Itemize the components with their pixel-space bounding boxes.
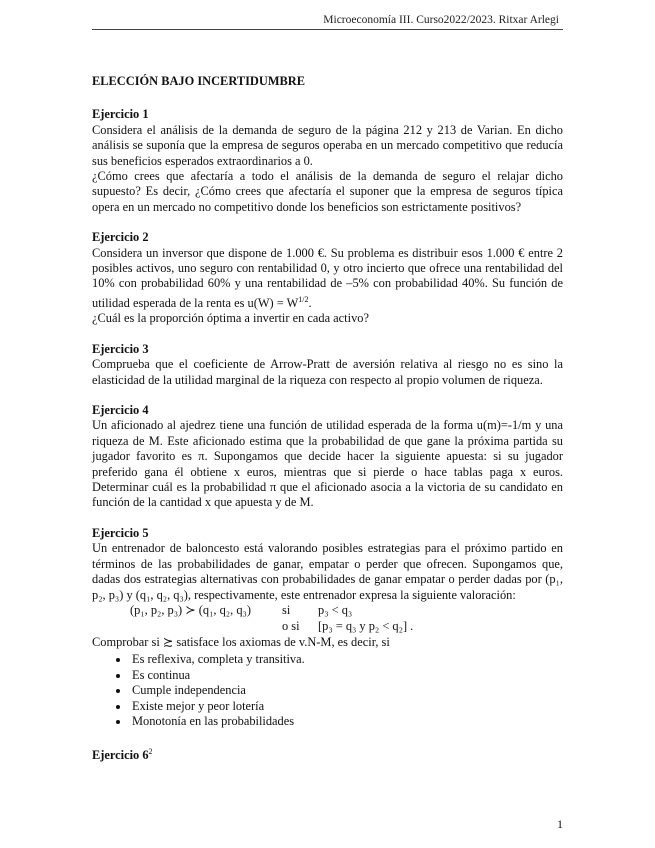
page-title: ELECCIÓN BAJO INCERTIDUMBRE bbox=[92, 74, 305, 88]
si-label: si bbox=[282, 602, 291, 617]
exercise-3-paragraph: Comprueba que el coeficiente de Arrow-Pratt de aversión relativa al riesgo no es sino la elasticidad de la utilidad marginal de la riqueza con respecto al propio volumen de riqueza. bbox=[92, 357, 563, 387]
exercise-6 bbox=[92, 744, 563, 764]
exercise-5-title: Ejercicio 5 bbox=[92, 525, 149, 540]
axioms-list bbox=[92, 652, 563, 729]
exercise-4-paragraph: Un aficionado al ajedrez tiene una función de utilidad esperada de la forma u(m)=-1/m y una riqueza de M. Este aficionado estima que la probabilidad de que gane la próxima partida su jugador favorito es π. Supongamos que decide hacer la siguiente apuesta: si su jugador preferido gana él obtiene x euros, mientras que si pierde o hace tablas paga x euros. Determinar cuál es la probabilidad π que el aficionado asocia a la victoria de su candidato en función de la cantidad x que apuesta y de M. bbox=[92, 418, 563, 510]
exercise-6-title-text: Ejercicio 6 bbox=[92, 748, 149, 763]
page-content bbox=[92, 74, 563, 779]
exercise-5-paragraph: Un entrenador de baloncesto está valorando posibles estrategias para el próximo partido en términos de las probabilidades de ganar, empatar o perder que ofrecen. Supongamos que, dadas dos estrategias alternativas con probabilidades de ganar empatar o perder dadas por (p₁, p₂, p₃) y (q₁, q₂, q₃), respectivamente, este entrenador expresa la siguiente valoración: bbox=[92, 541, 563, 602]
page-number: 1 bbox=[557, 817, 563, 831]
list-item: • Es continua bbox=[130, 668, 563, 683]
exercise-3 bbox=[92, 342, 563, 388]
preference-relation: (p₁, p₂, p₃) ≻ (q₁, q₂, q₃) bbox=[130, 602, 251, 617]
condition-1: p₃ < q₃ bbox=[318, 602, 353, 617]
running-header: Microeconomía III. Curso2022/2023. Ritxar Arlegi bbox=[323, 14, 559, 26]
preference-line-2 bbox=[92, 619, 563, 635]
list-item: • Cumple independencia bbox=[130, 683, 563, 698]
list-item: • Monotonía en las probabilidades bbox=[130, 714, 563, 729]
list-item: • Es reflexiva, completa y transitiva. bbox=[130, 652, 563, 667]
exercise-2-question: ¿Cuál es la proporción óptima a invertir en cada activo? bbox=[92, 311, 369, 326]
preference-line-1 bbox=[92, 603, 563, 619]
exercise-4-title: Ejercicio 4 bbox=[92, 403, 149, 418]
exercise-1 bbox=[92, 107, 563, 215]
exercise-1-title: Ejercicio 1 bbox=[92, 107, 149, 122]
exercise-6-title bbox=[92, 744, 563, 764]
o-si-label: o si bbox=[282, 618, 300, 633]
header-rule bbox=[92, 29, 563, 30]
exercise-2 bbox=[92, 230, 563, 327]
exercise-2-paragraph-1 bbox=[92, 246, 563, 312]
list-item: • Existe mejor y peor lotería bbox=[130, 699, 563, 714]
footnote-mark[interactable]: 2 bbox=[148, 747, 153, 757]
exercise-3-title: Ejercicio 3 bbox=[92, 341, 149, 356]
exercise-5 bbox=[92, 526, 563, 729]
exercise-2-title: Ejercicio 2 bbox=[92, 230, 149, 245]
exercise-2-text: Considera un inversor que dispone de 1.000 €. Su problema es distribuir esos 1.000 € entre 2 posibles activos, uno seguro con rentabilidad 0, y otro incierto que ofrece una rentabilidad del 10% con probabilidad 60% y una rentabilidad de –5% con probabilidad 40%. Su función de utilidad esperada de la renta es u(W) = W bbox=[92, 245, 563, 310]
condition-2: [p₃ = q₃ y p₂ < q₂] . bbox=[318, 618, 414, 633]
exercise-1-paragraph-2: ¿Cómo crees que afectaría a todo el análisis de la demanda de seguro el relajar dicho supuesto? Es decir, ¿Cómo crees que afectaría el suponer que la empresa de seguros típica opera en un mercado no competitivo donde los beneficios son estrictamente positivos? bbox=[92, 169, 563, 214]
utility-exponent: 1/2 bbox=[298, 294, 309, 304]
exercise-5-check: Comprobar si ≿ satisface los axiomas de v.N-M, es decir, si bbox=[92, 634, 390, 649]
exercise-4 bbox=[92, 403, 563, 511]
exercise-2-period: . bbox=[308, 296, 312, 310]
exercise-1-paragraph-1: Considera el análisis de la demanda de seguro de la página 212 y 213 de Varian. En dicho análisis se suponía que la empresa de seguros operaba en un mercado competitivo que reducía sus beneficios esperados extraordinarios a 0. bbox=[92, 122, 563, 168]
